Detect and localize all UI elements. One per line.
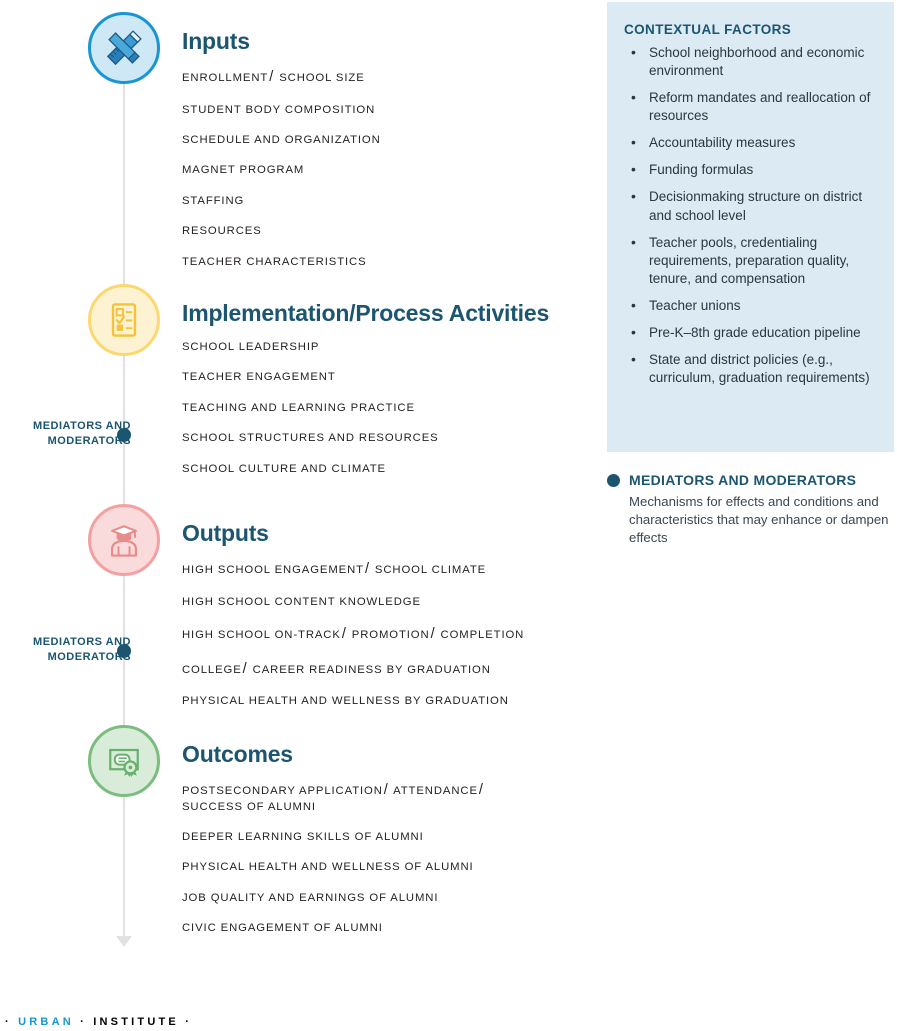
mediator-label: [21, 635, 131, 665]
contextual-factors-list: [624, 44, 880, 396]
list-item: DEEPER LEARNING SKILLS OF ALUMNI: [182, 831, 424, 843]
stage-heading: Implementation/Process Activities: [182, 300, 550, 326]
certificate-award-icon: [88, 725, 160, 797]
graduate-student-icon: [88, 504, 160, 576]
list-item: SCHOOL STRUCTURES AND RESOURCES: [182, 432, 439, 445]
list-item: POSTSECONDARY APPLICATION/ ATTENDANCE/ SUCCESS OF ALUMNI: [182, 782, 484, 813]
stage-heading: Outputs: [182, 520, 269, 546]
stage-item-list: [182, 560, 582, 725]
list-item: PHYSICAL HEALTH AND WELLNESS OF ALUMNI: [182, 861, 474, 874]
list-item: SCHOOL CULTURE AND CLIMATE: [182, 462, 386, 475]
logo-separator-mid: ·: [80, 1016, 88, 1028]
stage-item-list: [182, 781, 582, 952]
legend-header: [607, 472, 897, 488]
mediator-label-line1: MEDIATORS AND: [33, 636, 131, 648]
list-item: HIGH SCHOOL CONTENT KNOWLEDGE: [182, 595, 421, 608]
list-item: STUDENT BODY COMPOSITION: [182, 103, 376, 116]
list-item: • School neighborhood and economic environment: [624, 44, 880, 80]
list-item: • Pre-K–8th grade education pipeline: [624, 324, 880, 342]
list-item: • Teacher unions: [624, 297, 880, 315]
list-item: HIGH SCHOOL ENGAGEMENT/ SCHOOL CLIMATE: [182, 561, 487, 577]
list-item: • Decisionmaking structure on district and school level: [624, 188, 880, 224]
list-item: • Accountability measures: [624, 134, 880, 152]
logo-urban: URBAN: [18, 1016, 74, 1028]
legend-title: MEDIATORS AND MODERATORS: [629, 472, 857, 488]
list-item: TEACHING AND LEARNING PRACTICE: [182, 401, 415, 414]
contextual-factors-panel: [607, 2, 894, 452]
list-item: ENROLLMENT/ SCHOOL SIZE: [182, 69, 365, 85]
list-item: TEACHER ENGAGEMENT: [182, 371, 336, 384]
list-item: RESOURCES: [182, 225, 262, 238]
pencil-ruler-icon: [88, 12, 160, 84]
list-item: • Funding formulas: [624, 161, 880, 179]
mediator-label-line1: MEDIATORS AND: [33, 420, 131, 432]
list-item: JOB QUALITY AND EARNINGS OF ALUMNI: [182, 891, 439, 904]
legend-description: Mechanisms for effects and conditions and characteristics that may enhance or dampen effects: [629, 494, 889, 545]
stage-item-list: [182, 340, 582, 492]
timeline-down-arrow-icon: [116, 936, 132, 947]
logo-separator-right: ·: [185, 1016, 193, 1028]
contextual-factors-title: CONTEXTUAL FACTORS: [624, 22, 792, 37]
list-item: SCHEDULE AND ORGANIZATION: [182, 134, 381, 146]
list-item: STAFFING: [182, 194, 245, 207]
list-item: CIVIC ENGAGEMENT OF ALUMNI: [182, 922, 383, 935]
mediator-label-line2: MODERATORS: [47, 434, 131, 447]
list-item: COLLEGE/ CAREER READINESS BY GRADUATION: [182, 660, 491, 677]
logo-institute: INSTITUTE: [93, 1016, 179, 1028]
stage-heading: Inputs: [182, 28, 250, 54]
mediator-label-line2: MODERATORS: [47, 650, 131, 663]
urban-institute-logo: [5, 1016, 192, 1028]
list-item: • Reform mandates and reallocation of resources: [624, 89, 880, 125]
list-item: MAGNET PROGRAM: [182, 164, 305, 177]
list-item: TEACHER CHARACTERISTICS: [182, 255, 367, 268]
stage-heading: Outcomes: [182, 741, 293, 767]
stage-item-list: [182, 68, 582, 285]
list-item: • State and district policies (e.g., curriculum, graduation requirements): [624, 351, 880, 387]
list-item: PHYSICAL HEALTH AND WELLNESS BY GRADUATION: [182, 695, 509, 708]
mediators-legend: [607, 472, 897, 546]
list-item: SCHOOL LEADERSHIP: [182, 341, 320, 353]
mediator-dot-icon: [607, 474, 620, 487]
list-item: HIGH SCHOOL ON-TRACK/ PROMOTION/ COMPLETION: [182, 626, 525, 642]
mediator-label: [21, 419, 131, 449]
logo-separator-left: ·: [5, 1016, 12, 1028]
list-item: • Teacher pools, credentialing requirements, preparation quality, tenure, and compensation: [624, 234, 880, 288]
checklist-clipboard-icon: [88, 284, 160, 356]
